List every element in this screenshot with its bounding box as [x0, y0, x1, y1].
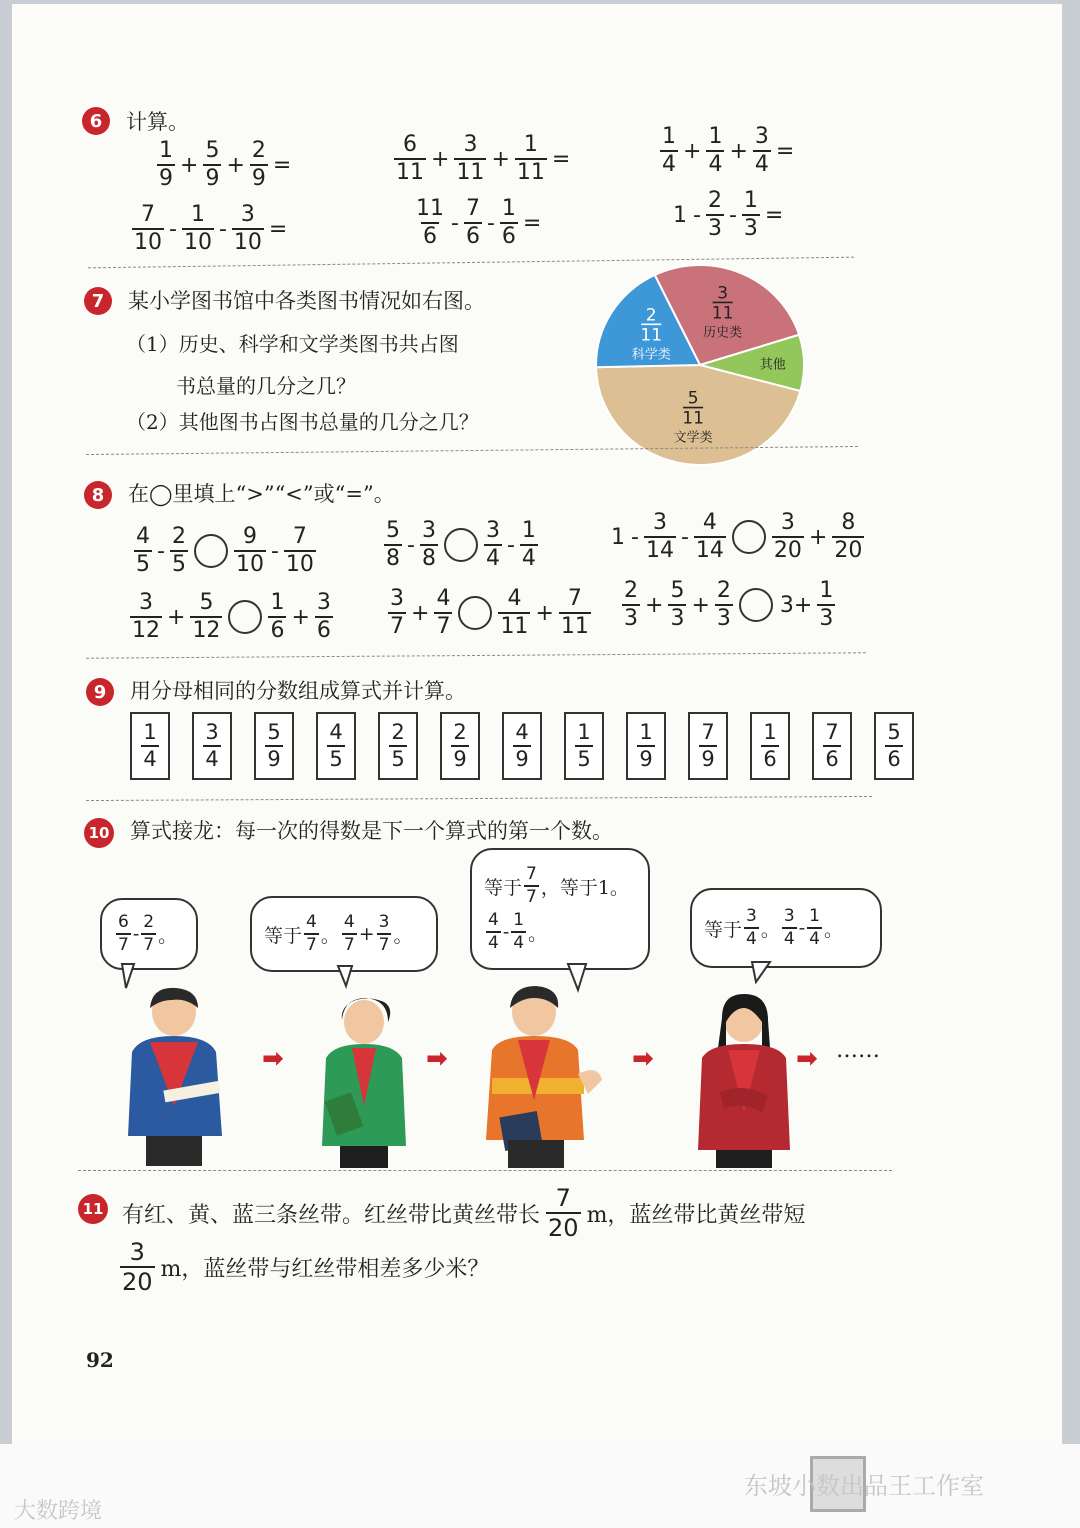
fraction-2-5: $\frac{2}{5}$ — [391, 720, 405, 771]
operator: + — [180, 152, 199, 178]
pie-slice-label: 文学类 — [673, 430, 713, 446]
fraction-11-6: $\frac{11}{6}$ — [416, 196, 444, 249]
pie-fraction-numerator: 3 — [717, 283, 729, 304]
pie-fraction-denominator: 11 — [711, 303, 734, 324]
problem-6-badge: 6 — [82, 107, 110, 135]
operator: - — [728, 202, 737, 228]
operator: + — [491, 146, 510, 172]
bubble-text: - — [132, 923, 140, 945]
problem-8-title: 在◯里填上“>”“<”或“=”。 — [128, 482, 395, 506]
fraction-4-7: $\frac{4}{7}$ — [343, 912, 355, 955]
fraction-2-9: $\frac{2}{9}$ — [453, 720, 467, 771]
problem-10-badge: 10 — [84, 818, 114, 848]
operator: + — [691, 592, 710, 618]
pie-slice-label: 其他 — [759, 357, 786, 373]
operator: - — [451, 210, 459, 236]
fraction-4-5: $\frac{4}{5}$ — [329, 720, 343, 771]
fraction-7-9: $\frac{7}{9}$ — [701, 720, 715, 771]
fraction-3-4: $\frac{3}{4}$ — [205, 720, 219, 771]
fraction-7-10: $\frac{7}{10}$ — [285, 524, 314, 577]
problem-11-text-c: m，蓝丝带与红丝带相差多少米？ — [160, 1256, 490, 1282]
problem-9-badge: 9 — [86, 678, 114, 706]
arrow-right-icon: ➡ — [262, 1044, 284, 1074]
fraction-7-6: $\frac{7}{6}$ — [465, 196, 480, 249]
problem-6-title: 计算。 — [126, 110, 189, 134]
pie-slice-label: 科学类 — [631, 347, 671, 363]
fraction-3-4: $\frac{3}{4}$ — [754, 124, 769, 177]
problem-11-text-b: m，蓝丝带比黄丝带短 — [586, 1202, 806, 1228]
bubble-text: 等于 — [264, 924, 303, 947]
fraction-1-4: $\frac{1}{4}$ — [708, 124, 723, 177]
fraction-5-12: $\frac{5}{12}$ — [192, 590, 221, 643]
operator: + — [226, 152, 245, 178]
operator: + — [729, 138, 748, 164]
problem-8-badge: 8 — [84, 481, 112, 509]
fraction-3-7: $\frac{3}{7}$ — [378, 912, 390, 955]
operator: + — [535, 600, 554, 626]
problem-11-badge: 11 — [78, 1194, 108, 1224]
operator: + — [808, 524, 828, 550]
operator: - — [486, 210, 495, 236]
fraction-2-9: $\frac{2}{9}$ — [251, 138, 266, 191]
fraction-3-7: $\frac{3}{7}$ — [390, 586, 404, 639]
fraction-1-3: $\frac{1}{3}$ — [819, 578, 834, 631]
fraction-1-4: $\frac{1}{4}$ — [143, 720, 157, 771]
bubble-text: 。 — [760, 918, 780, 941]
fraction-5-3: $\frac{5}{3}$ — [670, 578, 685, 631]
operator: = — [272, 152, 292, 178]
operator: + — [411, 600, 430, 626]
watermark-left: 大数跨境 — [14, 1499, 103, 1524]
operator: - — [270, 538, 279, 564]
operator: - — [169, 216, 177, 242]
fraction-4-4: $\frac{4}{4}$ — [488, 910, 499, 953]
fraction-1-9: $\frac{1}{9}$ — [159, 138, 173, 191]
bubble-text: 。 — [320, 924, 340, 947]
operator: + — [683, 138, 702, 164]
bubble-text: ，等于1。 — [540, 876, 629, 899]
fraction-1-5: $\frac{1}{5}$ — [577, 720, 591, 771]
fraction-2-3: $\frac{2}{3}$ — [716, 578, 731, 631]
fraction-2-3: $\frac{2}{3}$ — [624, 578, 638, 631]
boy-2-illustration — [478, 984, 608, 1168]
fraction-2-3: $\frac{2}{3}$ — [707, 188, 722, 241]
operator: - — [693, 202, 701, 228]
fraction-5-9: $\frac{5}{9}$ — [205, 138, 220, 191]
operator: - — [680, 524, 689, 550]
pie-fraction-denominator: 11 — [640, 325, 663, 346]
arrow-right-icon: ➡ — [426, 1044, 448, 1074]
fraction-7-7: $\frac{7}{7}$ — [526, 864, 537, 907]
boy-1-illustration — [110, 986, 240, 1166]
operator: - — [506, 532, 515, 558]
fraction-4-7: $\frac{4}{7}$ — [436, 586, 451, 639]
bubble-text: - — [502, 921, 510, 943]
fraction-6-11: $\frac{6}{11}$ — [396, 132, 424, 185]
operator: 1 — [673, 202, 687, 228]
fraction-7-6: $\frac{7}{6}$ — [825, 720, 839, 771]
fraction-1-4: $\frac{1}{4}$ — [809, 906, 820, 949]
pie-slice-label: 历史类 — [703, 325, 743, 341]
fraction-1-6: $\frac{1}{6}$ — [501, 196, 516, 249]
fraction-3-11: $\frac{3}{11}$ — [456, 132, 485, 185]
pie-fraction-denominator: 11 — [682, 408, 704, 429]
operator: + — [431, 146, 450, 172]
fraction-3-20: $\frac{3}{20}$ — [773, 510, 802, 563]
operator: - — [407, 532, 415, 558]
fraction-5-6: $\frac{5}{6}$ — [887, 720, 901, 771]
fraction-1-4: $\frac{1}{4}$ — [513, 910, 525, 953]
fraction-1-10: $\frac{1}{10}$ — [183, 202, 212, 255]
problem-11-text-a: 有红、黄、蓝三条丝带。红丝带比黄丝带长 — [122, 1202, 541, 1228]
problem-9-title: 用分母相同的分数组成算式并计算。 — [130, 679, 466, 703]
operator: - — [157, 538, 165, 564]
operator: = — [522, 210, 542, 236]
operator: = — [268, 216, 288, 242]
operator: - — [631, 524, 639, 550]
fraction-4-9: $\frac{4}{9}$ — [515, 720, 529, 771]
operator: + — [167, 604, 186, 630]
operator: + — [645, 592, 664, 618]
operator: 3+ — [779, 592, 813, 618]
operator: = — [551, 146, 571, 172]
fraction-3-8: $\frac{3}{8}$ — [421, 518, 436, 571]
fraction-1-4: $\frac{1}{4}$ — [521, 518, 536, 571]
page-number: 92 — [86, 1348, 114, 1372]
fraction-1-9: $\frac{1}{9}$ — [639, 720, 653, 771]
bubble-text: 。 — [823, 918, 843, 941]
fraction-1-6: $\frac{1}{6}$ — [763, 720, 777, 771]
problem-11-line2 — [118, 1240, 489, 1294]
problem-7-badge: 7 — [84, 287, 112, 315]
bubble-text: 。 — [158, 924, 178, 947]
fraction-7-10: $\frac{7}{10}$ — [134, 202, 162, 255]
fraction-5-8: $\frac{5}{8}$ — [386, 518, 400, 571]
fraction-3-20: $\frac{3}{20}$ — [122, 1238, 153, 1296]
fraction-2-5: $\frac{2}{5}$ — [171, 524, 186, 577]
fraction-3-14: $\frac{3}{14}$ — [645, 510, 674, 563]
ellipsis: …… — [836, 1038, 880, 1063]
fraction-7-11: $\frac{7}{11}$ — [560, 586, 589, 639]
fraction-1-3: $\frac{1}{3}$ — [743, 188, 758, 241]
arrow-right-icon: ➡ — [796, 1044, 818, 1074]
problem-7-q1-line1: （1）历史、科学和文学类图书共占图 — [126, 332, 459, 356]
bubble-text: 等于 — [484, 876, 523, 899]
girl-1-illustration — [310, 996, 420, 1168]
problem-11-line1 — [122, 1186, 805, 1240]
pie-fraction-numerator: 5 — [687, 388, 699, 409]
problem-7-q1-line2: 书总量的几分之几？ — [176, 374, 356, 398]
fraction-4-11: $\frac{4}{11}$ — [500, 586, 529, 639]
fraction-3-10: $\frac{3}{10}$ — [233, 202, 262, 255]
problem-7-q2: （2）其他图书占图书总量的几分之几？ — [126, 410, 479, 434]
pie-fraction-numerator: 2 — [645, 305, 657, 326]
fraction-3-4: $\frac{3}{4}$ — [485, 518, 500, 571]
operator: + — [291, 604, 310, 630]
fraction-3-4: $\frac{3}{4}$ — [783, 906, 795, 949]
divider — [78, 1170, 892, 1171]
fraction-8-20: $\frac{8}{20}$ — [834, 510, 863, 563]
arrow-right-icon: ➡ — [632, 1044, 654, 1074]
bubble-text: 等于 — [704, 918, 743, 941]
watermark-right: 东坡小数出品王工作室 — [744, 1472, 984, 1500]
fraction-4-5: $\frac{4}{5}$ — [136, 524, 150, 577]
fraction-7-20: $\frac{7}{20}$ — [548, 1184, 579, 1242]
fraction-4-7: $\frac{4}{7}$ — [306, 912, 317, 955]
bubble-text: 。 — [528, 922, 548, 945]
fraction-1-6: $\frac{1}{6}$ — [270, 590, 285, 643]
fraction-6-7: $\frac{6}{7}$ — [118, 912, 129, 955]
bubble-text: 。 — [393, 924, 413, 947]
fraction-2-7: $\frac{2}{7}$ — [143, 912, 155, 955]
bubble-text: - — [798, 917, 806, 939]
fraction-3-6: $\frac{3}{6}$ — [316, 590, 331, 643]
problem-7-title: 某小学图书馆中各类图书情况如右图。 — [128, 289, 485, 313]
fraction-5-9: $\frac{5}{9}$ — [267, 720, 281, 771]
bubble-text: + — [358, 923, 375, 945]
operator: 1 — [611, 524, 625, 550]
fraction-1-11: $\frac{1}{11}$ — [516, 132, 545, 185]
girl-2-illustration — [690, 992, 800, 1168]
operator: - — [218, 216, 227, 242]
fraction-1-4: $\frac{1}{4}$ — [662, 124, 676, 177]
fraction-3-4: $\frac{3}{4}$ — [746, 906, 757, 949]
fraction-9-10: $\frac{9}{10}$ — [235, 524, 264, 577]
operator: = — [775, 138, 795, 164]
fraction-3-12: $\frac{3}{12}$ — [132, 590, 160, 643]
problem-10-title: 算式接龙：每一次的得数是下一个算式的第一个数。 — [130, 819, 613, 843]
fraction-4-14: $\frac{4}{14}$ — [695, 510, 724, 563]
operator: = — [764, 202, 784, 228]
